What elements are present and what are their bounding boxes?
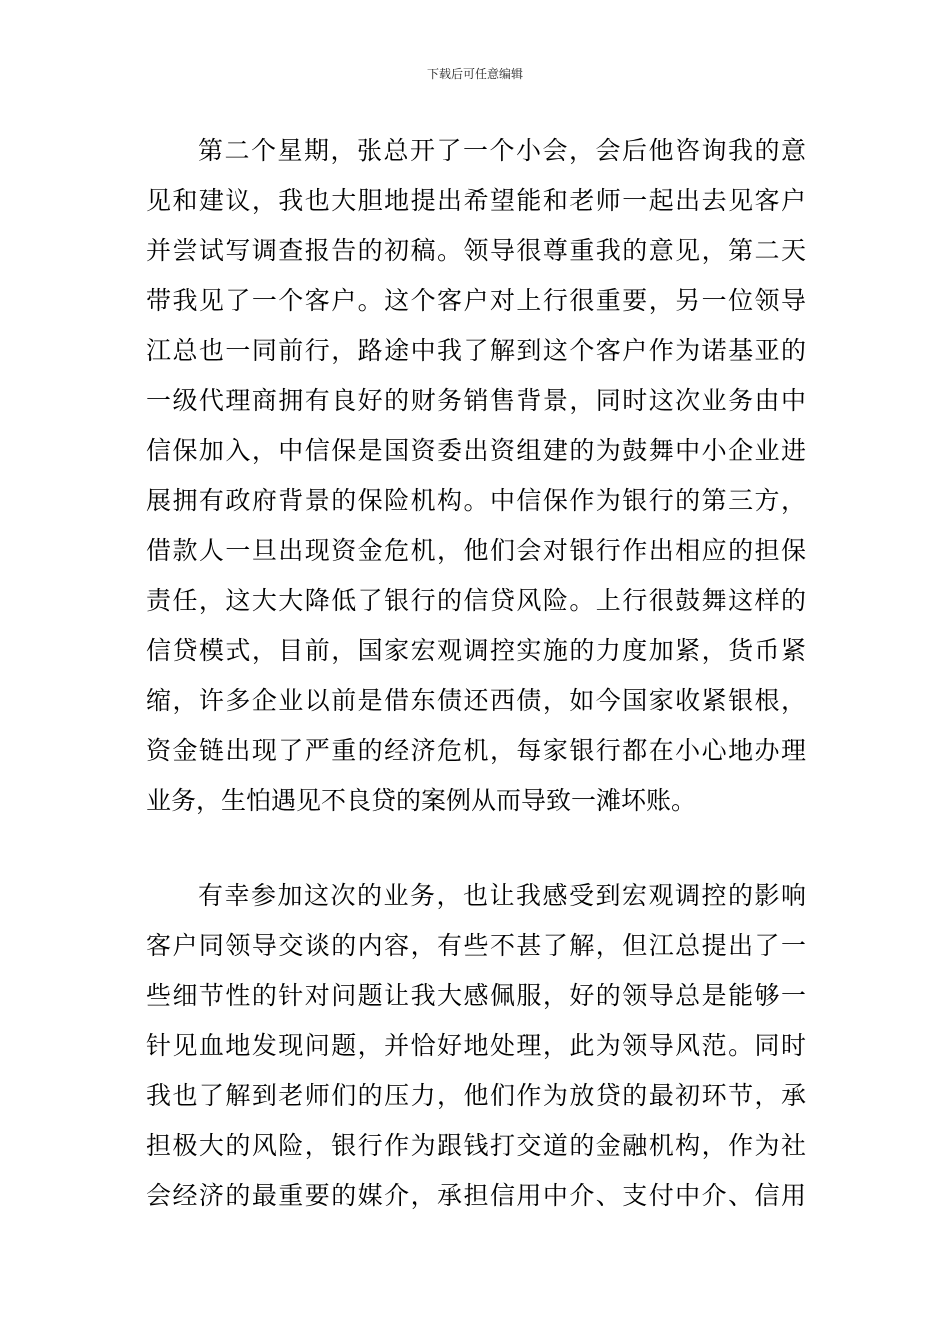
paragraph-line: 资金链出现了严重的经济危机，每家银行都在小心地办理: [146, 736, 806, 765]
paragraph-line: 信保加入，中信保是国资委出资组建的为鼓舞中小企业进: [146, 436, 806, 465]
paragraph-line: 带我见了一个客户。这个客户对上行很重要，另一位领导: [146, 286, 806, 315]
paragraph-line: 见和建议，我也大胆地提出希望能和老师一起出去见客户: [146, 186, 806, 215]
paragraph-line: 业务，生怕遇见不良贷的案例从而导致一滩坏账。: [146, 786, 697, 815]
paragraph-2: [146, 871, 806, 1221]
paragraph-line: 客户同领导交谈的内容，有些不甚了解，但江总提出了一: [146, 931, 806, 960]
paragraph-line: 有幸参加这次的业务，也让我感受到宏观调控的影响: [198, 881, 806, 910]
header-note: 下载后可任意编辑: [426, 67, 523, 81]
paragraph-line: 一级代理商拥有良好的财务销售背景，同时这次业务由中: [146, 386, 806, 415]
paragraph-1: [146, 126, 806, 826]
paragraph-line: 第二个星期，张总开了一个小会，会后他咨询我的意: [198, 136, 806, 165]
paragraph-line: 会经济的最重要的媒介，承担信用中介、支付中介、信用: [146, 1181, 806, 1210]
paragraph-line: 展拥有政府背景的保险机构。中信保作为银行的第三方，: [146, 486, 806, 515]
paragraph-line: 借款人一旦出现资金危机，他们会对银行作出相应的担保: [146, 536, 806, 565]
paragraph-line: 并尝试写调查报告的初稿。领导很尊重我的意见，第二天: [146, 236, 806, 265]
paragraph-line: 责任，这大大降低了银行的信贷风险。上行很鼓舞这样的: [146, 586, 806, 615]
paragraph-line: 缩，许多企业以前是借东债还西债，如今国家收紧银根，: [146, 686, 806, 715]
paragraph-line: 担极大的风险，银行作为跟钱打交道的金融机构，作为社: [146, 1131, 806, 1160]
paragraph-line: 我也了解到老师们的压力，他们作为放贷的最初环节，承: [146, 1081, 806, 1110]
paragraph-line: 些细节性的针对问题让我大感佩服，好的领导总是能够一: [146, 981, 806, 1010]
paragraph-line: 信贷模式，目前，国家宏观调控实施的力度加紧，货币紧: [146, 636, 806, 665]
paragraph-line: 针见血地发现问题，并恰好地处理，此为领导风范。同时: [146, 1031, 806, 1060]
paragraph-line: 江总也一同前行，路途中我了解到这个客户作为诺基亚的: [146, 336, 806, 365]
